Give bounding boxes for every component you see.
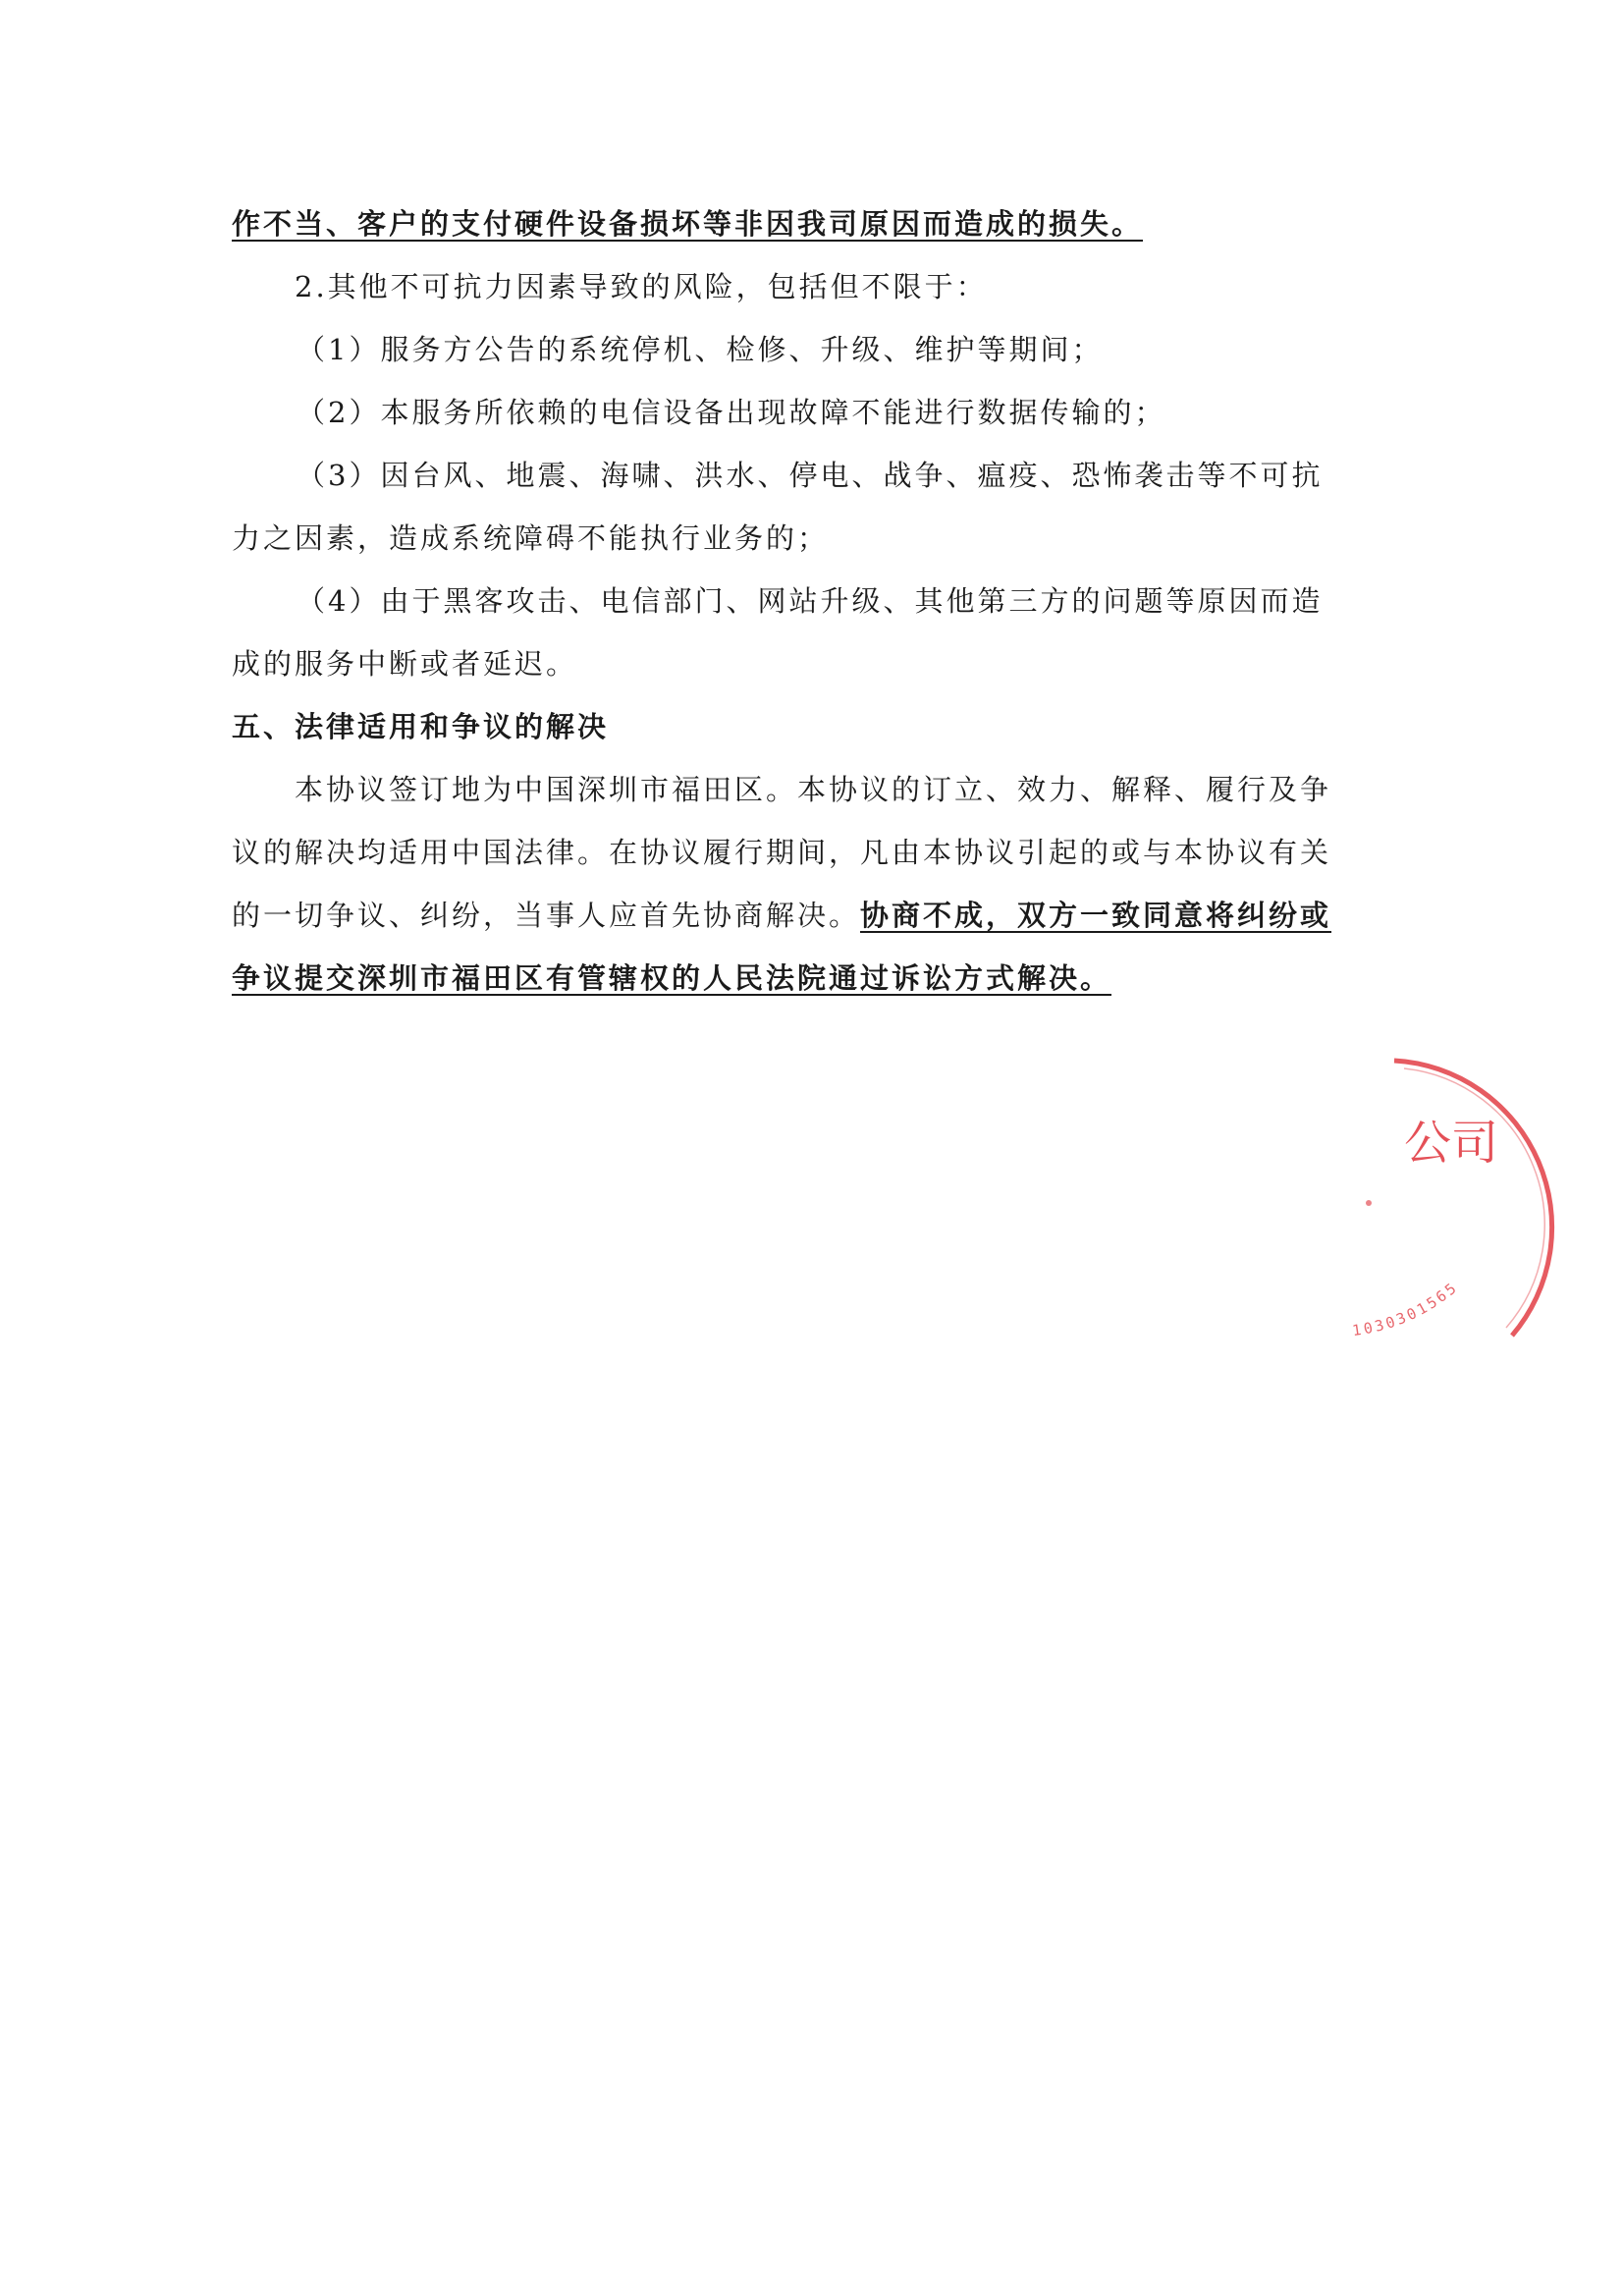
list-item: （4）由于黑客攻击、电信部门、网站升级、其他第三方的问题等原因而造 [297, 584, 1324, 618]
paragraph-text: 的一切争议、纠纷，当事人应首先协商解决。 [232, 899, 861, 932]
company-seal-stamp [1335, 1041, 1571, 1365]
seal-inner-ring [1404, 1068, 1544, 1328]
seal-dot [1366, 1200, 1372, 1206]
list-item: （1）服务方公告的系统停机、检修、升级、维护等期间； [297, 333, 1104, 366]
paragraph-line: 成的服务中断或者延迟。 [232, 647, 578, 681]
list-item: （2）本服务所依赖的电信设备出现故障不能进行数据传输的； [297, 396, 1166, 429]
paragraph-line [232, 884, 1361, 947]
section-heading: 五、法律适用和争议的解决 [232, 710, 610, 743]
paragraph-line: 作不当、客户的支付硬件设备损坏等非因我司原因而造成的损失。 [232, 207, 1144, 241]
paragraph-line: 力之因素，造成系统障碍不能执行业务的； [232, 521, 830, 555]
seal-text-number: 1030301565 [1351, 1278, 1462, 1340]
list-item: 2.其他不可抗力因素导致的风险，包括但不限于： [295, 270, 988, 303]
paragraph-line: 争议提交深圳市福田区有管辖权的人民法院通过诉讼方式解决。 [232, 961, 1112, 995]
seal-text-main: 公司 [1404, 1116, 1499, 1171]
paragraph-line: 本协议签订地为中国深圳市福田区。本协议的订立、效力、解释、履行及争 [295, 773, 1332, 806]
document-body [232, 192, 1361, 1010]
paragraph-line: 议的解决均适用中国法律。在协议履行期间，凡由本协议引起的或与本协议有关 [232, 836, 1332, 869]
emphasized-text: 协商不成，双方一致同意将纠纷或 [860, 899, 1332, 932]
list-item: （3）因台风、地震、海啸、洪水、停电、战争、瘟疫、恐怖袭击等不可抗 [297, 459, 1324, 492]
